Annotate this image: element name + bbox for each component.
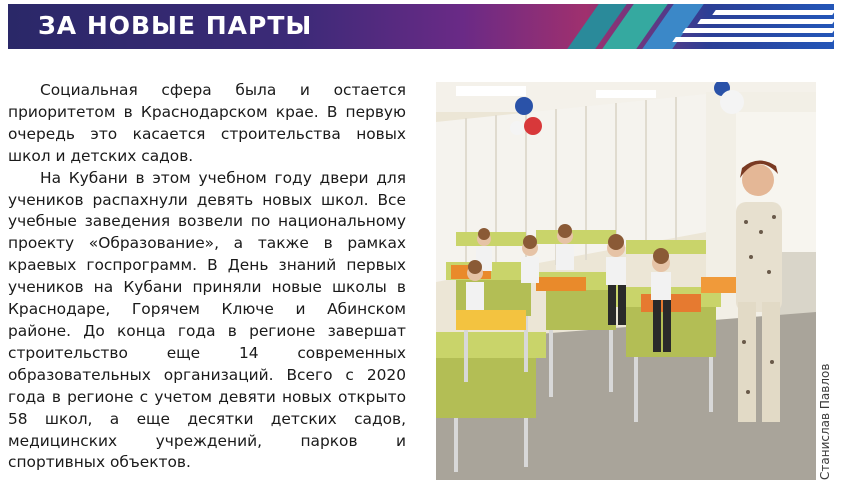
photo-credit-text: Станислав Павлов [818,363,832,480]
article-body [8,80,406,474]
classroom-photo-illustration [436,82,816,480]
photo-credit [816,352,836,482]
article-paragraph: На Кубани в этом учебном году двери для учеников распахнули девять новых школ. Все учебные заведения возвели по национальному проекту «Образование», а также в рамках краевых госпрограмм. В День знаний первых учеников на Кубани приняли новые школы в Краснодаре, Горячем Ключе и Абинском районе. До конца года в регионе завершат строительство еще 14 современных образовательных организаций. Всего с 2020 года в регионе с учетом девяти новых открыто 58 школ, а еще десятки детских садов, медицинских учреждений, парков и спортивных объектов. [8,168,406,472]
article-paragraph: Социальная сфера была и остается приоритетом в Краснодарском крае. В первую очередь это касается строительства новых школ и детских садов. [8,81,406,165]
classroom-photo [436,82,816,480]
page-title: ЗА НОВЫЕ ПАРТЫ [38,11,313,40]
header-banner [8,4,834,49]
banner-decor-lines [684,4,834,49]
